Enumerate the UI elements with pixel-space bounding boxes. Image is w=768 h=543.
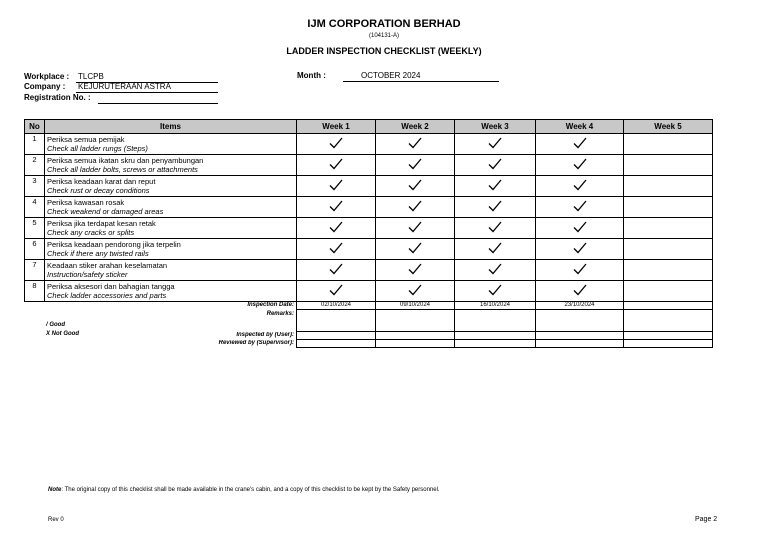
check-cell-week-5 [624,176,713,197]
remarks-week-2 [376,310,455,332]
check-cell-week-1 [297,239,376,260]
check-cell-week-5 [624,281,713,302]
item-text-english: Check ladder accessories and parts [47,291,167,300]
company-name: IJM CORPORATION BERHAD [307,18,461,30]
item-text-malay: Keadaan stiker arahan keselamatan [47,261,168,270]
check-cell-week-4 [536,176,624,197]
check-cell-week-3 [455,281,536,302]
check-cell-week-5 [624,218,713,239]
item-text-malay: Periksa aksesori dan bahagian tangga [47,282,175,291]
item-text-malay: Periksa jika terdapat kesan retak [47,219,156,228]
reviewed-by-week-3 [455,340,536,348]
remarks-week-3 [455,310,536,332]
check-cell-week-4 [536,134,624,155]
item-text-english: Check rust or decay conditions [47,186,150,195]
table-row [25,281,713,302]
check-cell-week-2 [376,197,455,218]
check-mark-icon [488,200,502,212]
company-reg-no: (104131-A) [368,33,400,39]
check-mark-icon [488,284,502,296]
check-mark-icon [488,179,502,191]
remarks-week-4 [536,310,624,332]
check-cell-week-2 [376,281,455,302]
reviewed-by-week-5 [624,340,713,348]
remarks-week-5 [624,310,713,332]
item-number: 3 [25,176,45,197]
check-cell-week-4 [536,281,624,302]
inspected-by-row [25,332,713,340]
table-row [25,239,713,260]
check-cell-week-4 [536,197,624,218]
check-cell-week-2 [376,155,455,176]
inspected-by-week-1 [297,332,376,340]
check-mark-icon [329,158,343,170]
check-cell-week-1 [297,197,376,218]
company-label: Company : [24,82,66,91]
item-text-english: Instruction/safety sticker [47,270,128,279]
item-text-malay: Periksa semua pemijak [47,135,125,144]
header-week-3: Week 3 [455,120,536,134]
check-mark-icon [408,158,422,170]
item-description [45,281,297,302]
header-week-1: Week 1 [297,120,376,134]
item-text-malay: Periksa semua ikatan skru dan penyambungan [47,156,204,165]
table-row [25,218,713,239]
header-week-5: Week 5 [624,120,713,134]
check-cell-week-3 [455,239,536,260]
check-cell-week-1 [297,176,376,197]
check-cell-week-1 [297,281,376,302]
check-mark-icon [573,221,587,233]
check-cell-week-4 [536,260,624,281]
table-row [25,176,713,197]
inspected-by-week-3 [455,332,536,340]
item-text-english: Check any cracks or splits [47,228,135,237]
remarks-week-1 [297,310,376,332]
check-mark-icon [329,242,343,254]
check-cell-week-5 [624,239,713,260]
check-mark-icon [573,284,587,296]
check-mark-icon [329,200,343,212]
item-text-english: Check if there any twisted rails [47,249,149,258]
item-number: 2 [25,155,45,176]
legend-good: / Good [46,322,65,328]
check-cell-week-4 [536,218,624,239]
check-mark-icon [329,179,343,191]
legend-spacer [25,319,297,332]
registration-field [24,93,91,102]
legend-not-good: X Not Good [46,331,79,337]
check-cell-week-2 [376,239,455,260]
inspected-by-week-5 [624,332,713,340]
check-cell-week-1 [297,134,376,155]
item-description [45,134,297,155]
table-row [25,155,713,176]
check-mark-icon [408,137,422,149]
month-value: OCTOBER 2024 [343,71,499,82]
inspection-date-row [25,302,713,310]
company-field [24,82,171,91]
inspection-table [24,119,713,348]
check-mark-icon [329,221,343,233]
item-number: 8 [25,281,45,302]
check-cell-week-3 [455,155,536,176]
item-description [45,260,297,281]
check-cell-week-5 [624,260,713,281]
check-mark-icon [488,137,502,149]
reviewed-by-week-4 [536,340,624,348]
check-mark-icon [488,263,502,275]
item-text-malay: Periksa keadaan karat dan reput [47,177,156,186]
check-cell-week-3 [455,260,536,281]
remarks-label: Remarks: [266,310,294,317]
check-mark-icon [329,137,343,149]
check-mark-icon [408,179,422,191]
workplace-value: TLCPB [76,72,218,83]
item-description [45,239,297,260]
item-text-malay: Periksa kawasan rosak [47,198,125,207]
header-no: No [25,120,45,134]
check-mark-icon [408,284,422,296]
item-number: 4 [25,197,45,218]
page-number: Page 2 [695,516,718,523]
check-cell-week-3 [455,218,536,239]
check-cell-week-2 [376,134,455,155]
check-cell-week-2 [376,218,455,239]
revision: Rev 0 [48,517,64,523]
check-mark-icon [573,179,587,191]
item-description [45,176,297,197]
check-cell-week-2 [376,176,455,197]
check-cell-week-3 [455,176,536,197]
inspected-by-week-2 [376,332,455,340]
inspection-date-week-5 [624,302,713,310]
inspection-date-label: Inspection Date: [247,302,294,309]
item-text-english: Check all ladder rungs (Steps) [47,144,148,153]
month-field [297,71,421,80]
inspection-date-week-3: 16/10/2024 [455,302,536,310]
company-value: KEJURUTERAAN ASTRA [76,82,218,93]
check-mark-icon [573,263,587,275]
registration-label: Registration No. : [24,93,91,102]
check-mark-icon [573,137,587,149]
item-description [45,218,297,239]
item-text-english: Check weakend or damaged areas [47,207,164,216]
reviewed-by-week-2 [376,340,455,348]
inspection-date-week-1: 02/10/2024 [297,302,376,310]
table-header-row [25,120,713,134]
month-label: Month : [297,71,326,80]
reviewed-by-label: Reviewed by (Supervisor): [218,340,294,346]
check-mark-icon [408,221,422,233]
item-description [45,197,297,218]
check-cell-week-2 [376,260,455,281]
reviewed-by-week-1 [297,340,376,348]
check-cell-week-5 [624,197,713,218]
check-mark-icon [329,263,343,275]
workplace-label: Workplace : [24,72,70,81]
check-cell-week-5 [624,155,713,176]
check-mark-icon [488,242,502,254]
check-cell-week-1 [297,218,376,239]
item-number: 7 [25,260,45,281]
note-text: : The original copy of this checklist shall be made available in the crane's cabin, and a copy of this checklist to be kept by the Safety personnel. [61,487,440,493]
check-mark-icon [329,284,343,296]
reviewed-by-row [25,340,713,348]
table-row [25,260,713,281]
registration-value [98,93,218,104]
header-week-2: Week 2 [376,120,455,134]
check-cell-week-4 [536,155,624,176]
header-week-4: Week 4 [536,120,624,134]
check-cell-week-4 [536,239,624,260]
header-items: Items [45,120,297,134]
check-cell-week-1 [297,155,376,176]
check-mark-icon [488,158,502,170]
check-cell-week-5 [624,134,713,155]
inspection-date-week-4: 23/10/2024 [536,302,624,310]
check-mark-icon [408,242,422,254]
workplace-field [24,72,104,81]
inspected-by-week-4 [536,332,624,340]
check-cell-week-1 [297,260,376,281]
check-mark-icon [408,263,422,275]
check-mark-icon [573,242,587,254]
check-mark-icon [408,200,422,212]
table-row [25,197,713,218]
check-cell-week-3 [455,197,536,218]
item-number: 6 [25,239,45,260]
remarks-row-1 [25,310,713,319]
document-title: LADDER INSPECTION CHECKLIST (WEEKLY) [286,46,482,56]
check-mark-icon [573,200,587,212]
item-text-malay: Periksa keadaan pendorong jika terpelin [47,240,181,249]
footer-note [48,487,440,493]
item-number: 1 [25,134,45,155]
item-description [45,155,297,176]
note-label: Note [48,487,62,493]
inspection-date-week-2: 09/10/2024 [376,302,455,310]
table-row [25,134,713,155]
item-text-english: Check all ladder bolts, screws or attachments [47,165,198,174]
item-number: 5 [25,218,45,239]
check-cell-week-3 [455,134,536,155]
check-mark-icon [573,158,587,170]
inspected-by-label: Inspected by (User): [236,332,294,338]
check-mark-icon [488,221,502,233]
